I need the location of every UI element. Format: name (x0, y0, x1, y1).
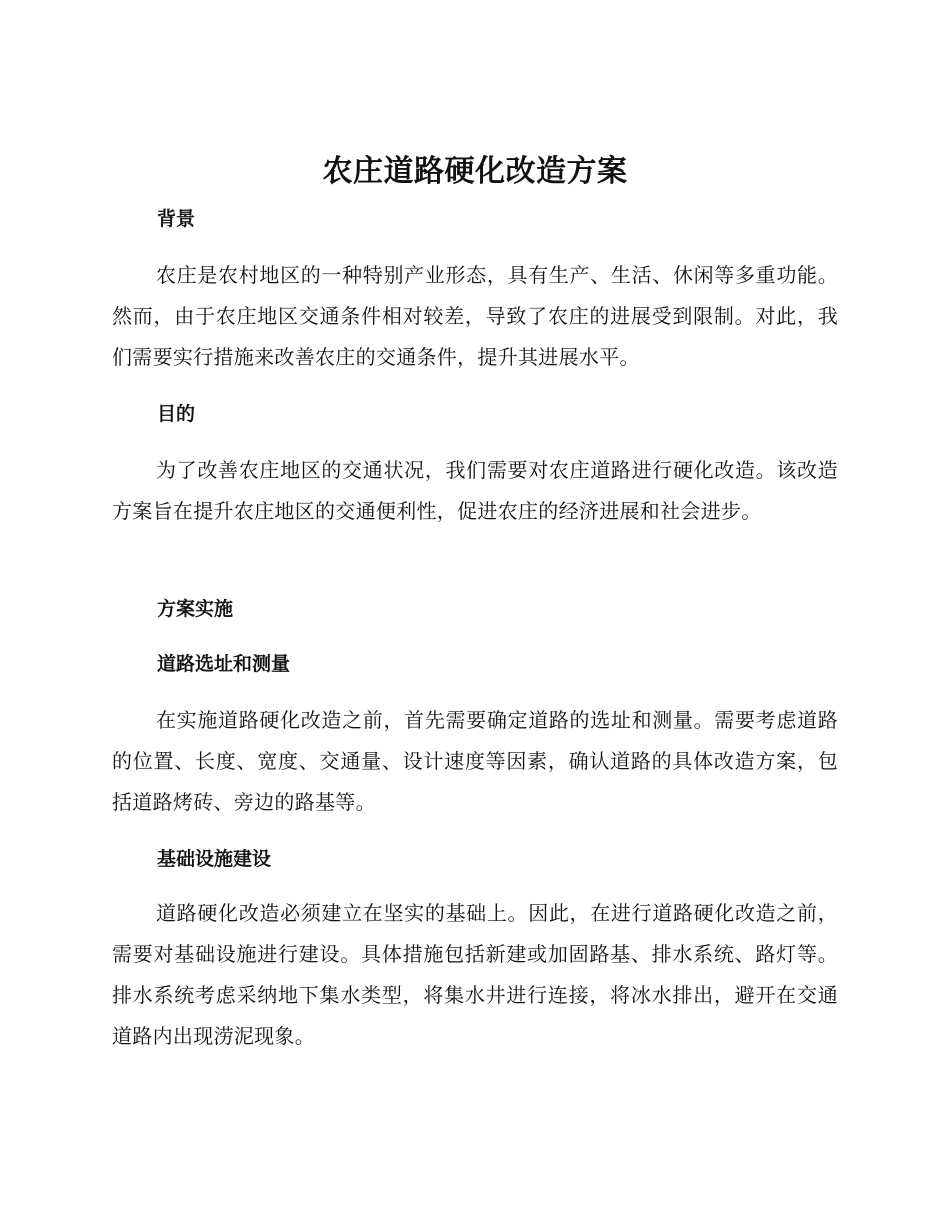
section-paragraph-infrastructure: 道路硬化改造必须建立在坚实的基础上。因此，在进行道路硬化改造之前，需要对基础设施进行建设。具体措施包括新建或加固路基、排水系统、路灯等。排水系统考虑采纳地下集水类型，将集水井进行连接，将冰水排出，避开在交通道路内出现涝泥现象。 (112, 901, 838, 1048)
document-title: 农庄道路硬化改造方案 (322, 154, 628, 189)
section-paragraph-site-survey: 在实施道路硬化改造之前，首先需要确定道路的选址和测量。需要考虑道路的位置、长度、宽度、交通量、设计速度等因素，确认道路的具体改造方案，包括道路烤砖、旁边的路基等。 (112, 708, 838, 814)
section-paragraph-purpose: 为了改善农庄地区的交通状况，我们需要对农庄道路进行硬化改造。该改造方案旨在提升农庄地区的交通便利性，促进农庄的经济进展和社会进步。 (112, 458, 838, 523)
section-heading-site-survey: 道路选址和测量 (157, 653, 291, 675)
section-paragraph-background: 农庄是农村地区的一种特别产业形态，具有生产、生活、休闲等多重功能。然而，由于农庄地区交通条件相对较差，导致了农庄的进展受到限制。对此，我们需要实行措施来改善农庄的交通条件，提升其进展水平。 (112, 263, 838, 369)
section-heading-implementation: 方案实施 (157, 598, 234, 620)
section-heading-infrastructure: 基础设施建设 (157, 848, 272, 870)
section-heading-purpose: 目的 (157, 403, 196, 425)
section-heading-background: 背景 (157, 208, 196, 230)
